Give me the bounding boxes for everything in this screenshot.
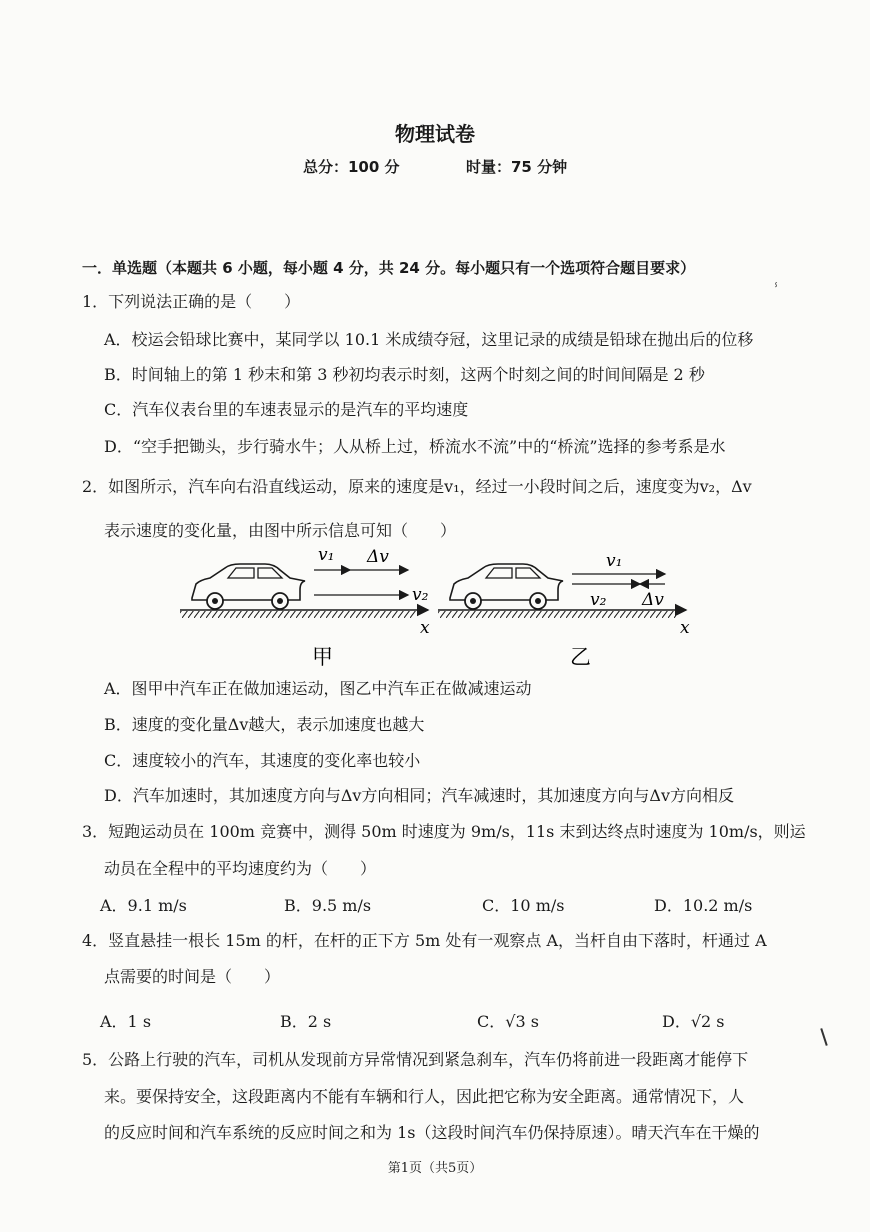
figure-label-yi: 乙 [570, 645, 591, 669]
scan-mark-line [820, 1028, 827, 1046]
q4-option-b: B．2 s [280, 1012, 332, 1031]
scan-mark: ⸯ [772, 284, 781, 300]
label-v1-left: v₁ [318, 545, 335, 565]
q4-stem-line2: 点需要的时间是（ ） [104, 967, 281, 986]
label-x-right: x [680, 618, 690, 638]
q4-stem-line1: 4．竖直悬挂一根长 15m 的杆，在杆的正下方 5m 处有一观察点 A，当杆自由下落时，杆通过 A [82, 931, 767, 950]
q2-option-c: C．速度较小的汽车，其速度的变化率也较小 [104, 751, 421, 770]
q2-stem-line1: 2．如图所示，汽车向右沿直线运动，原来的速度是v₁，经过一小段时间之后，速度变为v₂，Δv [82, 477, 752, 496]
q3-option-d: D．10.2 m/s [654, 896, 753, 915]
q1-option-c: C．汽车仪表台里的车速表显示的是汽车的平均速度 [104, 400, 469, 419]
label-v2-right: v₂ [590, 590, 607, 610]
q4-option-a: A．1 s [100, 1012, 152, 1031]
page-footer: 第1页（共5页） [387, 1161, 483, 1176]
q2-option-d: D．汽车加速时，其加速度方向与Δv方向相同；汽车减速时，其加速度方向与Δv方向相反 [104, 786, 735, 805]
q3-option-a: A．9.1 m/s [100, 896, 187, 915]
total-score: 总分：100 分 [303, 158, 400, 176]
q1-stem: 1．下列说法正确的是（ ） [82, 292, 301, 311]
q3-option-c: C．10 m/s [482, 896, 565, 915]
q3-option-b: B．9.5 m/s [284, 896, 372, 915]
q5-line3: 的反应时间和汽车系统的反应时间之和为 1s（这段时间汽车仍保持原速）。晴天汽车在干燥的 [104, 1123, 760, 1142]
label-v2-left: v₂ [412, 585, 429, 605]
q2-option-b: B．速度的变化量Δv越大，表示加速度也越大 [104, 715, 425, 734]
car-left [192, 564, 305, 609]
label-x-left: x [420, 618, 430, 638]
q3-stem-line2: 动员在全程中的平均速度约为（ ） [104, 859, 377, 878]
q5-line1: 5．公路上行驶的汽车，司机从发现前方异常情况到紧急刹车，汽车仍将前进一段距离才能停下 [82, 1050, 749, 1069]
car-right [450, 564, 563, 609]
q1-option-b: B．时间轴上的第 1 秒末和第 3 秒初均表示时刻，这两个时刻之间的时间间隔是 2 秒 [104, 365, 705, 384]
q2-figure [170, 538, 700, 672]
page-title: 物理试卷 [395, 122, 475, 146]
figure-label-jia: 甲 [312, 645, 333, 669]
q2-stem-line2: 表示速度的变化量，由图中所示信息可知（ ） [104, 521, 457, 540]
section-heading: 一．单选题（本题共 6 小题，每小题 4 分，共 24 分。每小题只有一个选项符合题目要求） [82, 259, 696, 277]
exam-duration: 时量：75 分钟 [466, 158, 568, 176]
q3-stem-line1: 3．短跑运动员在 100m 竞赛中，测得 50m 时速度为 9m/s，11s 末到达终点时速度为 10m/s，则运 [82, 822, 806, 841]
q5-line2: 来。要保持安全，这段距离内不能有车辆和行人，因此把它称为安全距离。通常情况下，人 [104, 1087, 745, 1106]
label-v1-right: v₁ [606, 551, 623, 571]
q1-option-a: A．校运会铅球比赛中，某同学以 10.1 米成绩夺冠，这里记录的成绩是铅球在抛出后的位移 [104, 330, 754, 349]
q1-option-d: D．“空手把锄头，步行骑水牛；人从桥上过，桥流水不流”中的“桥流”选择的参考系是水 [104, 437, 726, 456]
q4-option-c: C．√3 s [477, 1012, 539, 1031]
label-dv-right: Δv [642, 590, 664, 610]
label-dv-left: Δv [367, 547, 389, 567]
q4-option-d: D．√2 s [662, 1012, 725, 1031]
q2-option-a: A．图甲中汽车正在做加速运动，图乙中汽车正在做减速运动 [104, 679, 532, 698]
